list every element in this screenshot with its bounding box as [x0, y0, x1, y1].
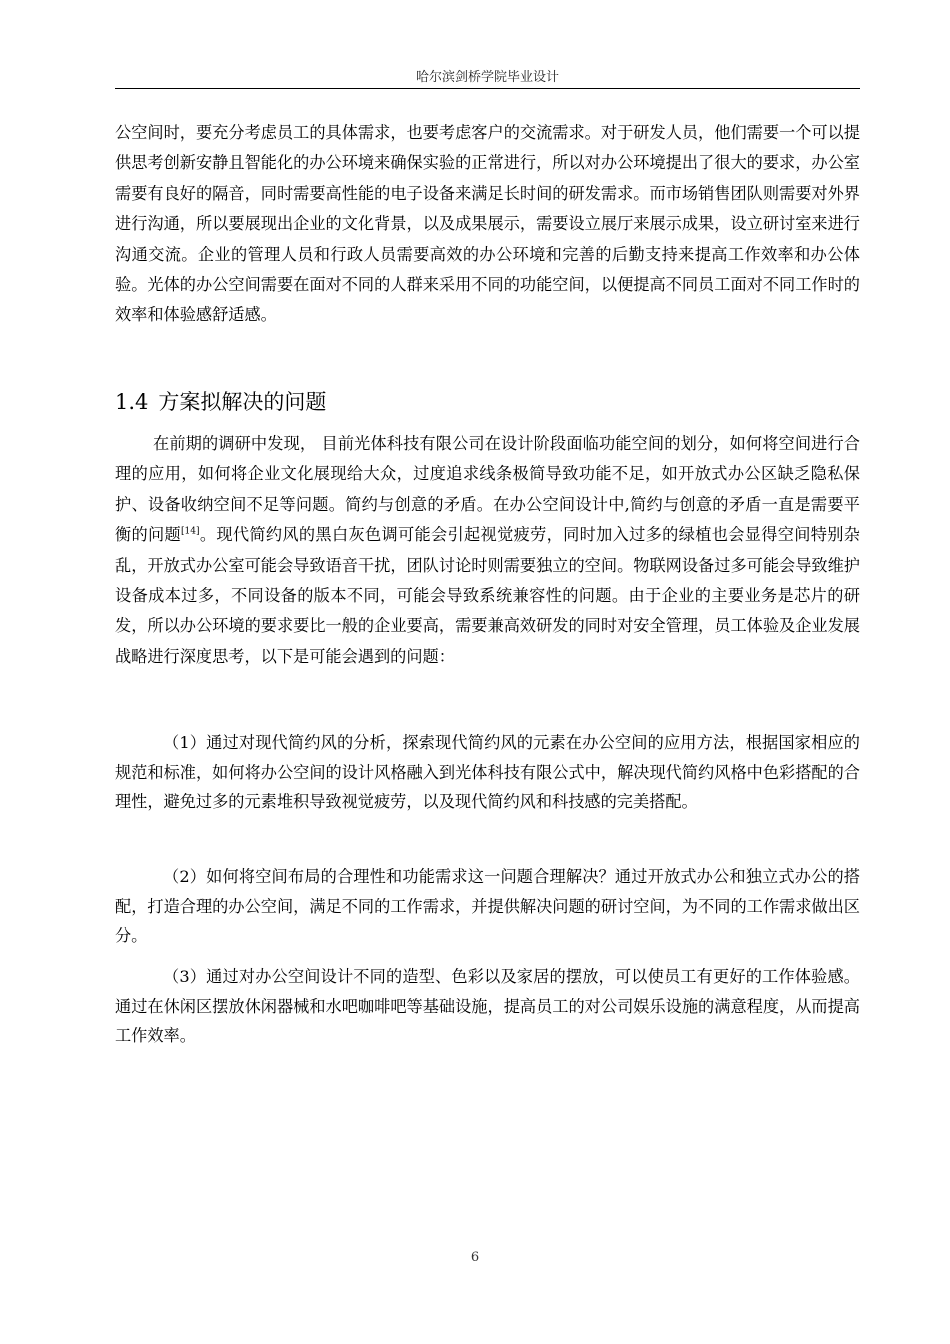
section-title: 方案拟解决的问题 [158, 390, 327, 414]
body-paragraph-1: 公空间时，要充分考虑员工的具体需求，也要考虑客户的交流需求。对于研发人员，他们需要一个可以提供思考创新安静且智能化的办公环境来确保实验的正常进行，所以对办公环境提出了很大的要求，办公室需要有良好的隔音，同时需要高性能的电子设备来满足长时间的研发需求。而市场销售团队则需要对外界进行沟通，所以要展现出企业的文化背景，以及成果展示，需要设立展厅来展示成果，设立研讨室来进行沟通交流。企业的管理人员和行政人员需要高效的办公环境和完善的后勤支持来提高工作效率和办公体验。光体的办公空间需要在面对不同的人群来采用不同的功能空间，以便提高不同员工面对不同工作时的效率和体验感舒适感。 [115, 123, 860, 325]
problem-item-2: （2）如何将空间布局的合理性和功能需求这一问题合理解决？通过开放式办公和独立式办公的搭配，打造合理的办公空间，满足不同的工作需求，并提供解决问题的研讨空间，为不同的工作需求做出区分。 [115, 867, 860, 945]
header-divider [115, 88, 860, 89]
running-header: 哈尔滨剑桥学院毕业设计 [415, 70, 559, 85]
problem-item-1: （1）通过对现代简约风的分析，探索现代简约风的元素在办公空间的应用方法，根据国家相应的规范和标准，如何将办公空间的设计风格融入到光体科技有限公式中，解决现代简约风格中色彩搭配的合理性，避免过多的元素堆积导致视觉疲劳，以及现代简约风和科技感的完美搭配。 [115, 733, 860, 811]
paragraph-2-text-a: 在前期的调研中发现， 目前光体科技有限公司在设计阶段面临功能空间的划分，如何将空间进行合理的应用，如何将企业文化展现给大众，过度追求线条极简导致功能不足，如开放式办公区缺乏隐私保护、设备收纳空间不足等问题。简约与创意的矛盾。在办公空间设计中,简约与创意的矛盾一直是需要平衡的问题 [115, 434, 860, 545]
paragraph-2-text-b: 。现代简约风的黑白灰色调可能会引起视觉疲劳，同时加入过多的绿植也会显得空间特别杂乱，开放式办公室可能会导致语音干扰，团队讨论时则需要独立的空间。物联网设备过多可能会导致维护设备成本过多，不同设备的版本不同，可能会导致系统兼容性的问题。由于企业的主要业务是芯片的研发，所以办公环境的要求要比一般的企业要高，需要兼高效研发的同时对安全管理，员工体验及企业发展战略进行深度思考，以下是可能会遇到的问题： [115, 525, 860, 666]
page-number: 6 [470, 1250, 480, 1265]
problem-item-3: （3）通过对办公空间设计不同的造型、色彩以及家居的摆放，可以使员工有更好的工作体验感。通过在休闲区摆放休闲器械和水吧咖啡吧等基础设施，提高员工的对公司娱乐设施的满意程度，从而提高工作效率。 [115, 967, 860, 1045]
body-paragraph-2 [115, 429, 860, 672]
section-number: 1.4 [115, 390, 149, 414]
section-heading [115, 386, 326, 416]
citation-reference: [14] [181, 526, 200, 537]
